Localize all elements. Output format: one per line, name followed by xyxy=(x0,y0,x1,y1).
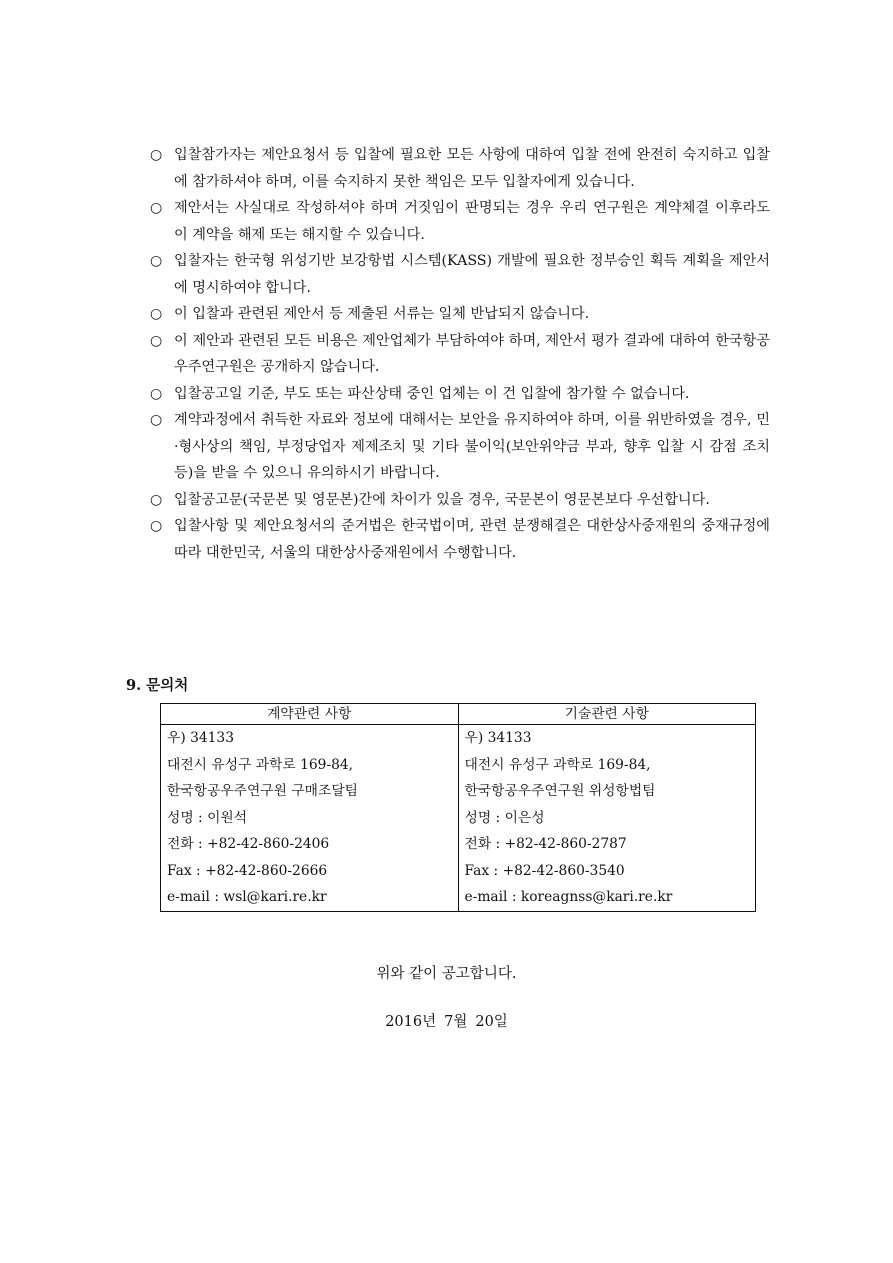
technical-org: 한국항공우주연구원 위성항법팀 xyxy=(464,783,656,799)
bullet-item xyxy=(150,301,770,328)
date-year: 2016년 xyxy=(385,1014,437,1030)
contract-address: 대전시 유성구 과학로 169-84, xyxy=(167,756,354,773)
date-day: 20일 xyxy=(475,1014,508,1030)
circle-bullet-icon: ○ xyxy=(150,518,163,534)
bullet-text: 입찰공고문(국문본 및 영문본)간에 차이가 있을 경우, 국문본이 영문본보다 우선합니다. xyxy=(174,491,710,508)
bullet-item xyxy=(150,381,770,408)
contract-org: 한국항공우주연구원 구매조달팀 xyxy=(167,783,358,799)
bullet-item xyxy=(150,328,770,381)
circle-bullet-icon: ○ xyxy=(150,385,163,402)
technical-address: 대전시 유성구 과학로 169-84, xyxy=(464,756,651,773)
bullet-item xyxy=(150,407,770,487)
circle-bullet-icon: ○ xyxy=(150,412,163,428)
bullet-item xyxy=(150,487,770,514)
bullet-text: 입찰자는 한국형 위성기반 보강항법 시스템(KASS) 개발에 필요한 정부승인 획득 계획을 제안서에 명시하여야 합니다. xyxy=(174,253,770,296)
date-month: 7월 xyxy=(444,1014,468,1030)
technical-name: 성명 : 이은성 xyxy=(464,809,545,826)
section-title-contact: 9. 문의처 xyxy=(126,677,189,694)
bullet-item xyxy=(150,195,770,248)
contract-contact-cell xyxy=(161,725,459,912)
contact-table-row xyxy=(161,725,756,912)
circle-bullet-icon: ○ xyxy=(150,306,163,322)
circle-bullet-icon: ○ xyxy=(150,200,163,216)
contract-name: 성명 : 이원석 xyxy=(167,809,248,826)
contract-email: e-mail : wsl@kari.re.kr xyxy=(167,889,327,905)
bullet-text: 제안서는 사실대로 작성하셔야 하며 거짓임이 판명되는 경우 우리 연구원은 계약체결 이후라도 이 계약을 해제 또는 해지할 수 있습니다. xyxy=(174,200,770,243)
circle-bullet-icon: ○ xyxy=(150,332,163,349)
bullet-item xyxy=(150,142,770,195)
bullet-text: 계약과정에서 취득한 자료와 정보에 대해서는 보안을 유지하여야 하며, 이를 위반하였을 경우, 민·형사상의 책임, 부정당업자 제제조치 및 기타 불이익(보안위약금 부과, 향후 입찰 시 감점 조치 등)을 받을 수 있으니 유의하시기 바랍니다. xyxy=(174,412,770,481)
header-contract: 계약관련 사항 xyxy=(161,704,459,725)
technical-postal: 우) 34133 xyxy=(464,730,532,746)
contact-table-header-row xyxy=(161,704,756,725)
notice-bullet-list xyxy=(150,142,770,566)
technical-contact-cell xyxy=(458,725,756,912)
bullet-text: 이 제안과 관련된 모든 비용은 제안업체가 부담하여야 하며, 제안서 평가 결과에 대하여 한국항공우주연구원은 공개하지 않습니다. xyxy=(174,332,770,375)
technical-email: e-mail : koreagnss@kari.re.kr xyxy=(464,889,673,905)
bullet-text: 입찰사항 및 제안요청서의 준거법은 한국법이며, 관련 분쟁해결은 대한상사중재원의 중재규정에 따라 대한민국, 서울의 대한상사중재원에서 수행합니다. xyxy=(174,518,770,561)
bullet-text: 입찰공고일 기준, 부도 또는 파산상태 중인 업체는 이 건 입찰에 참가할 수 없습니다. xyxy=(174,385,690,402)
bullet-text: 이 입찰과 관련된 제안서 등 제출된 서류는 일체 반납되지 않습니다. xyxy=(174,306,590,322)
contract-postal: 우) 34133 xyxy=(167,730,234,746)
contact-table xyxy=(160,703,756,912)
contract-fax: Fax : +82-42-860-2666 xyxy=(167,862,328,879)
circle-bullet-icon: ○ xyxy=(150,491,163,508)
header-technical: 기술관련 사항 xyxy=(458,704,756,725)
bullet-text: 입찰참가자는 제안요청서 등 입찰에 필요한 모든 사항에 대하여 입찰 전에 완전히 숙지하고 입찰에 참가하셔야 하며, 이를 숙지하지 못한 책임은 모두 입찰자에게 있습니다. xyxy=(174,147,770,190)
bullet-item xyxy=(150,248,770,301)
contract-phone: 전화 : +82-42-860-2406 xyxy=(167,836,330,852)
technical-fax: Fax : +82-42-860-3540 xyxy=(464,862,625,879)
technical-phone: 전화 : +82-42-860-2787 xyxy=(464,836,627,852)
bullet-item xyxy=(150,513,770,566)
circle-bullet-icon: ○ xyxy=(150,253,163,269)
closing-notice: 위와 같이 공고합니다. xyxy=(376,966,517,982)
circle-bullet-icon: ○ xyxy=(150,147,163,163)
closing-date xyxy=(0,1010,893,1031)
